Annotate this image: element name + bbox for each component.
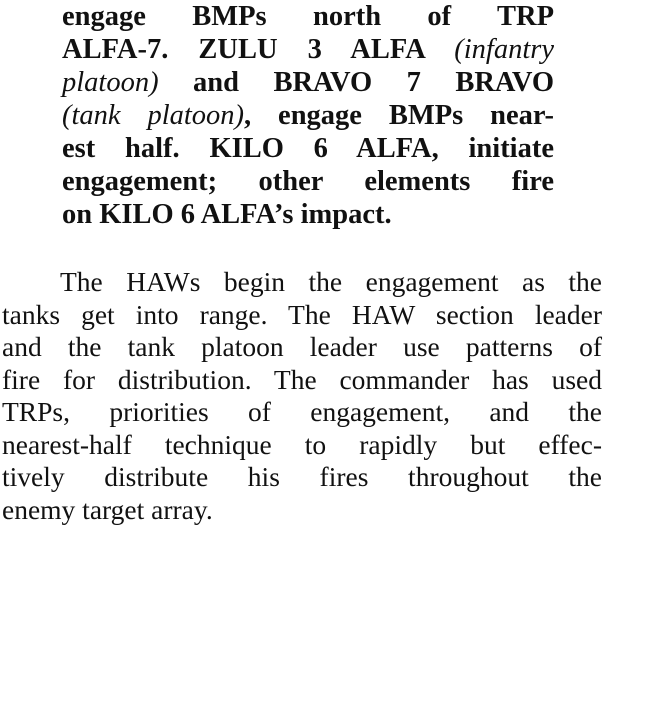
instruction-block xyxy=(62,0,554,231)
paragraph-line: nearest-half technique to rapidly but effec- xyxy=(2,428,602,460)
instruction-line: ALFA-7. ZULU 3 ALFA (infantry xyxy=(62,34,554,65)
instruction-line: engagement; other elements fire xyxy=(62,166,554,197)
instruction-line: platoon) and BRAVO 7 BRAVO xyxy=(62,67,554,98)
instruction-line: on KILO 6 ALFA’s impact. xyxy=(62,199,392,230)
paragraph-line: fire for distribution. The commander has used xyxy=(2,363,602,395)
paragraph-line: The HAWs begin the engagement as the xyxy=(60,266,602,297)
paragraph-line: tanks get into range. The HAW section leader xyxy=(2,298,602,330)
paragraph-line: enemy target array. xyxy=(2,493,213,525)
body-paragraph xyxy=(2,266,602,526)
paragraph-line: and the tank platoon leader use patterns of xyxy=(2,331,602,362)
instruction-line: (tank platoon), engage BMPs near- xyxy=(62,100,554,131)
instruction-line: engage BMPs north of TRP xyxy=(62,1,554,32)
paragraph-line: TRPs, priorities of engagement, and the xyxy=(2,396,602,427)
instruction-line: est half. KILO 6 ALFA, initiate xyxy=(62,133,554,164)
paragraph-line: tively distribute his fires throughout the xyxy=(2,461,602,492)
